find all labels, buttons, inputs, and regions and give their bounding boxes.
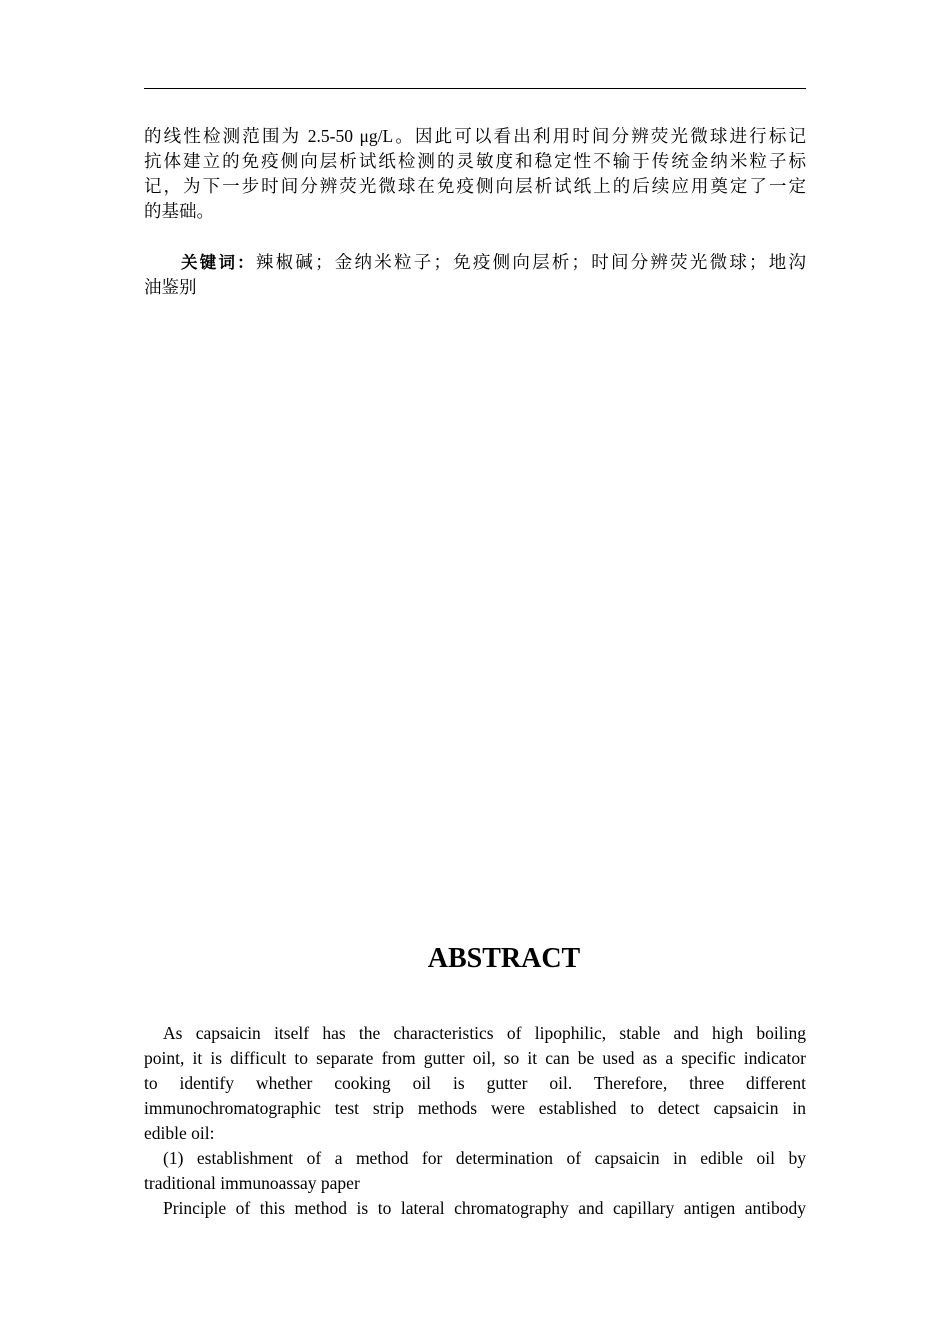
keywords-line [144,250,806,275]
keywords-text: 辣椒碱；金纳米粒子；免疫侧向层析；时间分辨荧光微球；地沟 [255,252,807,272]
keywords-label: 关键词： [181,253,256,272]
paragraph-line: edible oil: [144,1123,215,1143]
english-abstract-body [144,1021,806,1221]
paragraph-line: to identify whether cooking oil is gutter oil. Therefore, three different [144,1073,806,1093]
chinese-abstract-paragraph [144,124,806,224]
paragraph-line: traditional immunoassay paper [144,1173,360,1193]
paragraph-line: (1) establishment of a method for determination of capsaicin in edible oil by [163,1148,806,1168]
paragraph-line: 的线性检测范围为 2.5-50 μg/L。因此可以看出利用时间分辨荧光微球进行标记 [144,126,806,146]
paragraph-line: point, it is difficult to separate from gutter oil, so it can be used as a specific indicator [144,1048,806,1068]
paragraph-line: 抗体建立的免疫侧向层析试纸检测的灵敏度和稳定性不输于传统金纳米粒子标 [144,151,806,171]
keywords-section [144,250,806,300]
paragraph-line: As capsaicin itself has the characteristics of lipophilic, stable and high boiling [163,1023,806,1043]
abstract-heading: ABSTRACT [427,943,581,974]
paragraph-line: 记，为下一步时间分辨荧光微球在免疫侧向层析试纸上的后续应用奠定了一定 [144,176,806,196]
paragraph-line: Principle of this method is to lateral chromatography and capillary antigen antibody [163,1198,806,1218]
paragraph-line: 的基础。 [144,201,214,221]
paragraph-line: immunochromatographic test strip methods were established to detect capsaicin in [144,1098,806,1118]
header-rule [144,88,806,89]
keywords-line: 油鉴别 [144,277,197,297]
